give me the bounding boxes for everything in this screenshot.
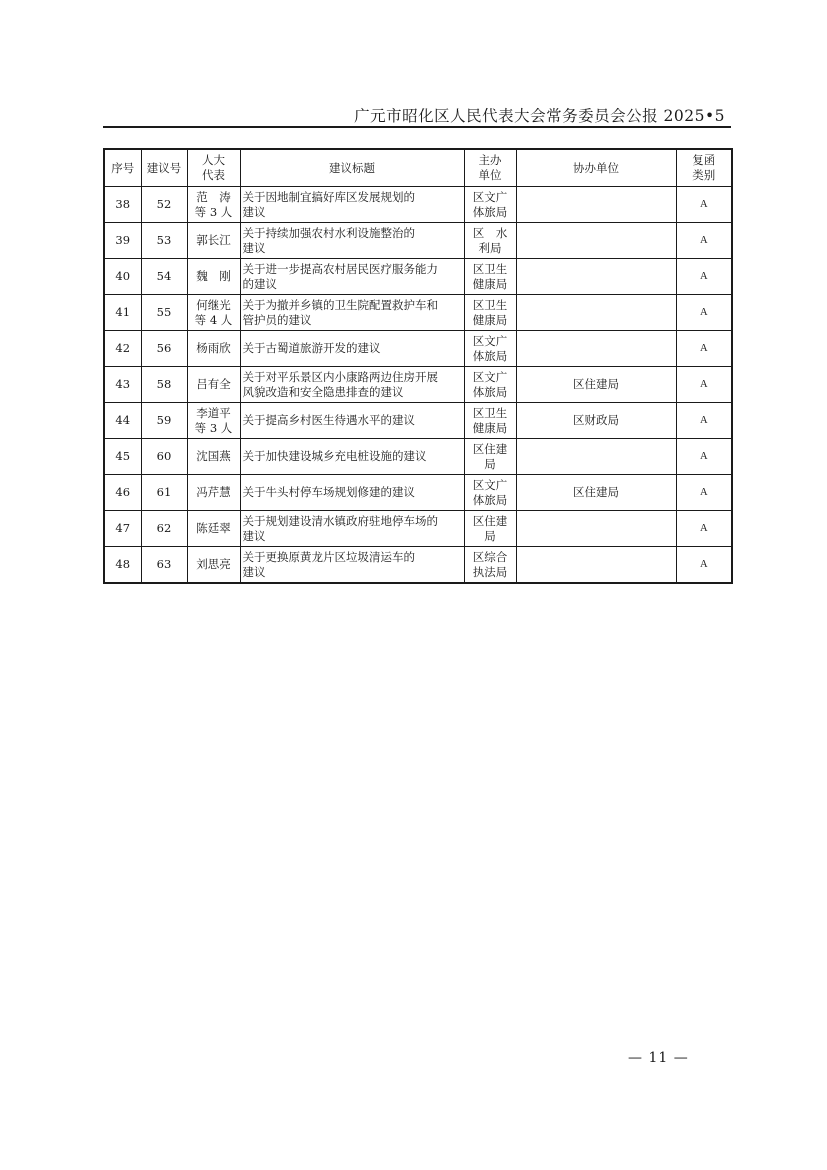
cell-assist-unit [516,259,676,295]
header-row [104,149,732,187]
cell-representative [187,439,240,475]
cell-index: 43 [104,367,141,403]
cell-representative-line: 范 涛 [196,189,231,204]
cell-representative-line: 吕有全 [196,377,231,391]
cell-lead-unit-line: 健康局 [472,420,508,435]
cell-lead-unit [464,259,516,295]
cell-index: 40 [104,259,141,295]
cell-lead-unit-line: 区文广 [472,189,508,204]
cell-title-line: 建议 [242,564,266,579]
cell-lead-unit [464,475,516,511]
cell-index: 46 [104,475,141,511]
cell-reply-category: A [676,547,732,584]
header-assist-unit: 协办单位 [516,149,676,187]
cell-title [240,475,464,511]
cell-title-line: 关于提高乡村医生待遇水平的建议 [242,413,415,427]
cell-title [240,439,464,475]
cell-title [240,223,464,259]
cell-index: 45 [104,439,141,475]
header-index: 序号 [104,149,141,187]
cell-title-line: 关于加快建设城乡充电桩设施的建议 [242,449,427,463]
cell-lead-unit-line: 局 [484,528,496,543]
cell-representative-line: 冯芹慧 [196,485,231,499]
cell-index: 47 [104,511,141,547]
cell-title-line: 关于为撤并乡镇的卫生院配置救护车和 [242,297,438,312]
cell-title [240,295,464,331]
cell-lead-unit-line: 体旅局 [472,204,508,219]
header-representative [187,149,240,187]
cell-lead-unit [464,547,516,584]
cell-suggestion-no: 56 [141,331,187,367]
cell-suggestion-no: 58 [141,367,187,403]
cell-assist-unit [516,331,676,367]
table-row [104,511,732,547]
cell-title-line: 关于因地制宜搞好库区发展规划的 [242,189,415,204]
header-lead-unit [464,149,516,187]
cell-assist-unit [516,511,676,547]
cell-representative [187,475,240,511]
cell-index: 38 [104,187,141,223]
cell-lead-unit-line: 区文广 [472,369,508,384]
cell-index: 42 [104,331,141,367]
cell-lead-unit-line: 区文广 [472,333,508,348]
table-row [104,223,732,259]
cell-representative [187,187,240,223]
bulletin-title: 广元市昭化区人民代表大会常务委员会公报 2025•5 [354,107,725,125]
cell-lead-unit-line: 健康局 [472,276,508,291]
cell-lead-unit [464,367,516,403]
cell-assist-unit [516,223,676,259]
cell-suggestion-no: 53 [141,223,187,259]
cell-title-line: 关于更换原黄龙片区垃圾清运车的 [242,549,415,564]
cell-lead-unit [464,187,516,223]
cell-suggestion-no: 61 [141,475,187,511]
cell-lead-unit-line: 区住建 [472,513,508,528]
cell-lead-unit-line: 区卫生 [472,297,508,312]
cell-title-line: 关于持续加强农村水利设施整治的 [242,225,415,240]
cell-representative [187,259,240,295]
cell-lead-unit [464,295,516,331]
cell-assist-unit: 区住建局 [516,475,676,511]
cell-assist-unit [516,547,676,584]
cell-reply-category: A [676,223,732,259]
cell-title [240,187,464,223]
table-row [104,475,732,511]
cell-representative [187,295,240,331]
cell-lead-unit [464,403,516,439]
cell-reply-category: A [676,403,732,439]
cell-lead-unit-line: 利局 [478,240,502,255]
table-header [104,149,732,187]
cell-suggestion-no: 62 [141,511,187,547]
cell-representative-line: 何继光 [196,297,231,312]
page-number: — 11 — [628,1050,689,1066]
table-row [104,259,732,295]
cell-representative [187,223,240,259]
cell-index: 39 [104,223,141,259]
cell-reply-category: A [676,187,732,223]
cell-lead-unit-line: 区综合 [472,549,508,564]
cell-title-line: 管护员的建议 [242,312,312,327]
suggestions-table [103,148,733,584]
cell-title-line: 关于牛头村停车场规划修建的建议 [242,485,415,499]
cell-lead-unit [464,331,516,367]
table-row [104,295,732,331]
cell-lead-unit [464,439,516,475]
cell-title-line: 关于规划建设清水镇政府驻地停车场的 [242,513,438,528]
cell-representative-line: 李道平 [196,405,231,420]
cell-assist-unit [516,187,676,223]
cell-representative-line: 刘思亮 [196,557,231,571]
cell-representative-line: 等 3 人 [194,420,233,435]
cell-lead-unit-line: 体旅局 [472,348,508,363]
cell-reply-category: A [676,259,732,295]
header-reply-category-line: 复函 [692,153,716,167]
header-title: 建议标题 [240,149,464,187]
cell-reply-category: A [676,475,732,511]
cell-title [240,367,464,403]
cell-assist-unit [516,295,676,331]
cell-assist-unit: 区财政局 [516,403,676,439]
cell-lead-unit-line: 体旅局 [472,384,508,399]
cell-representative-line: 等 3 人 [194,204,233,219]
cell-representative [187,403,240,439]
cell-title-line: 建议 [242,240,266,255]
cell-representative-line: 杨雨欣 [196,341,231,355]
cell-title [240,547,464,584]
table-row [104,367,732,403]
cell-title [240,403,464,439]
cell-suggestion-no: 60 [141,439,187,475]
header-representative-line: 代表 [202,168,225,182]
cell-title-line: 风貌改造和安全隐患排查的建议 [242,384,404,399]
table-row [104,547,732,584]
cell-representative [187,331,240,367]
cell-representative-line: 魏 刚 [196,269,231,283]
cell-title-line: 建议 [242,204,266,219]
cell-reply-category: A [676,367,732,403]
cell-lead-unit-line: 区住建 [472,441,508,456]
cell-lead-unit-line: 执法局 [472,564,508,579]
cell-lead-unit [464,223,516,259]
cell-title-line: 关于进一步提高农村居民医疗服务能力 [242,261,438,276]
cell-suggestion-no: 52 [141,187,187,223]
cell-representative-line: 陈廷翠 [196,521,231,535]
header-reply-category-line: 类别 [692,168,716,182]
cell-representative [187,547,240,584]
cell-title-line: 建议 [242,528,266,543]
cell-title [240,331,464,367]
cell-title-line: 关于对平乐景区内小康路两边住房开展 [242,369,438,384]
cell-title-line: 的建议 [242,276,277,291]
cell-title [240,259,464,295]
header-representative-line: 人大 [202,153,225,167]
cell-reply-category: A [676,439,732,475]
cell-suggestion-no: 55 [141,295,187,331]
cell-lead-unit-line: 区 水 [472,225,508,240]
cell-representative-line: 等 4 人 [194,312,233,327]
header-rule [103,126,731,128]
cell-suggestion-no: 59 [141,403,187,439]
cell-title [240,511,464,547]
table-row [104,187,732,223]
cell-index: 41 [104,295,141,331]
cell-index: 44 [104,403,141,439]
cell-title-line: 关于古蜀道旅游开发的建议 [242,341,381,355]
cell-representative [187,367,240,403]
cell-representative-line: 沈国燕 [196,449,231,463]
table-row [104,331,732,367]
cell-assist-unit [516,439,676,475]
cell-suggestion-no: 54 [141,259,187,295]
cell-reply-category: A [676,331,732,367]
header-suggestion-no: 建议号 [141,149,187,187]
header-lead-unit-line: 主办 [478,153,502,167]
table-body [104,187,732,584]
cell-lead-unit-line: 局 [484,456,496,471]
cell-lead-unit-line: 健康局 [472,312,508,327]
cell-representative [187,511,240,547]
cell-index: 48 [104,547,141,584]
cell-lead-unit-line: 区卫生 [472,405,508,420]
cell-lead-unit [464,511,516,547]
header-reply-category [676,149,732,187]
header-lead-unit-line: 单位 [478,168,502,182]
cell-suggestion-no: 63 [141,547,187,584]
cell-lead-unit-line: 体旅局 [472,492,508,507]
cell-representative-line: 郭长江 [196,233,231,247]
table-row [104,403,732,439]
cell-lead-unit-line: 区文广 [472,477,508,492]
cell-reply-category: A [676,511,732,547]
cell-assist-unit: 区住建局 [516,367,676,403]
table-row [104,439,732,475]
cell-lead-unit-line: 区卫生 [472,261,508,276]
cell-reply-category: A [676,295,732,331]
